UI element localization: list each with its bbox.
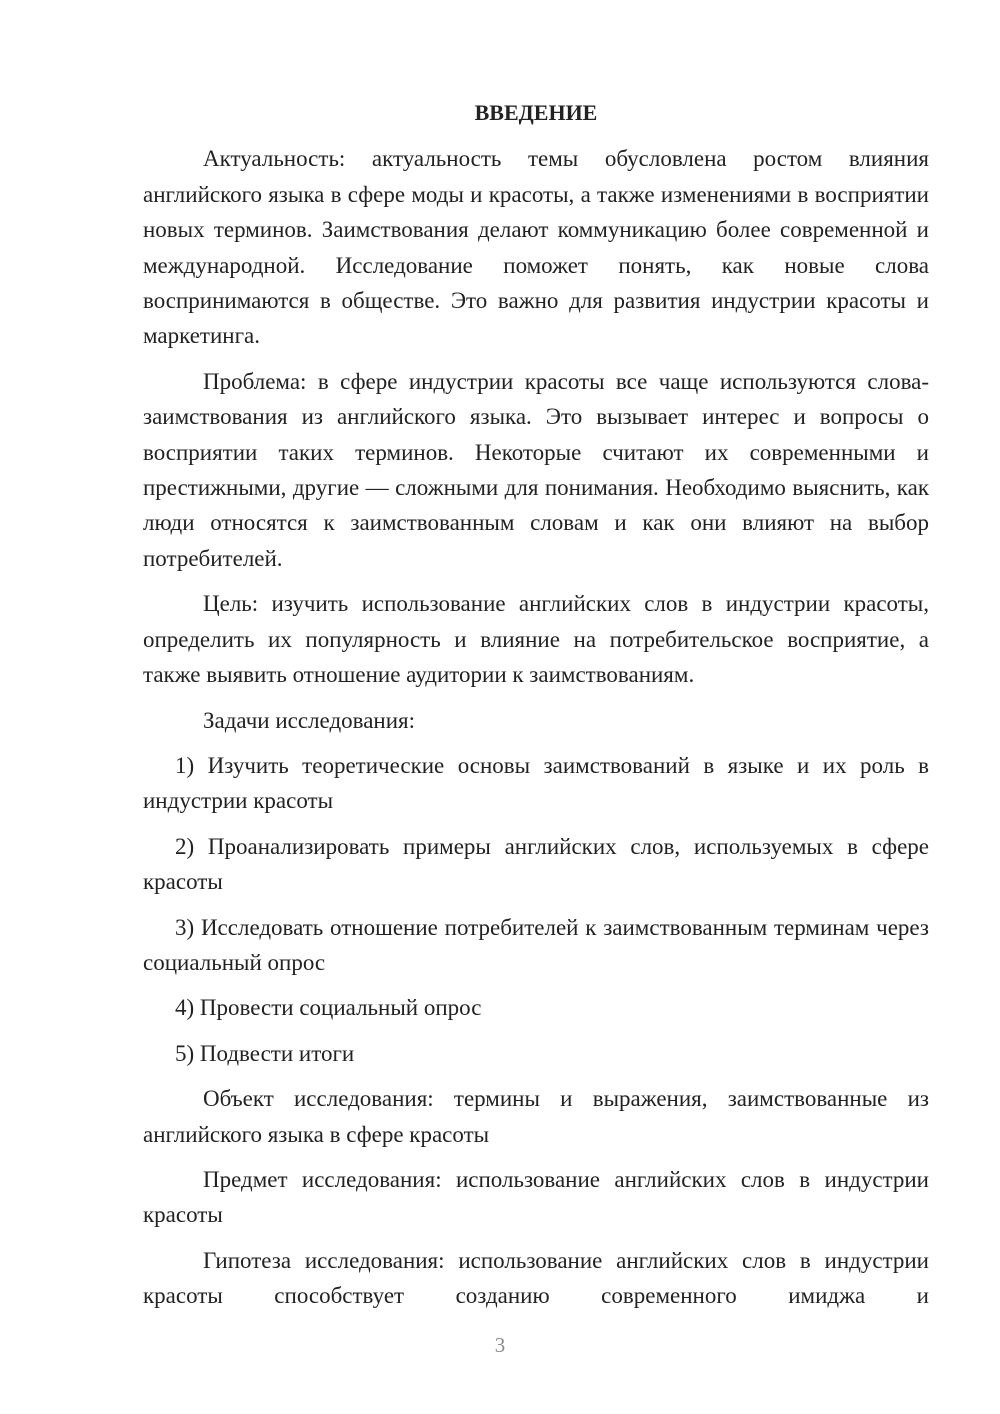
goal-paragraph: Цель: изучить использование английских слов в индустрии красоты, определить их популярность и влияние на потребительское восприятие, а также выявить отношение аудитории к заимствованиям. — [143, 591, 929, 688]
subject-paragraph: Предмет исследования: использование английских слов в индустрии красоты — [143, 1166, 929, 1228]
task-item-1: 1) Изучить теоретические основы заимствований в языке и их роль в индустрии красоты — [143, 752, 929, 814]
page-title: ВВЕДЕНИЕ — [474, 100, 598, 125]
task-item-4: 4) Провести социальный опрос — [175, 995, 482, 1021]
document-body — [143, 95, 929, 1324]
object-paragraph: Объект исследования: термины и выражения, заимствованные из английского языка в сфере красоты — [143, 1086, 929, 1147]
task-item-2: 2) Проанализировать примеры английских слов, используемых в сфере красоты — [143, 833, 929, 895]
task-item-5: 5) Подвести итоги — [175, 1040, 355, 1066]
tasks-heading: Задачи исследования: — [203, 707, 416, 733]
relevance-paragraph: Актуальность: актуальность темы обусловлена ростом влияния английского языка в сфере моды и красоты, а также изменениями в восприятии новых терминов. Заимствования делают коммуникацию более современной и международной. Исследование поможет понять, как новые слова воспринимаются в обществе. Это важно для развития индустрии красоты и маркетинга. — [143, 146, 929, 349]
task-item-3: 3) Исследовать отношение потребителей к заимствованным терминам через социальный опрос — [143, 914, 929, 975]
hypothesis-paragraph: Гипотеза исследования: использование английских слов в индустрии красоты способствует созданию современного имиджа и — [143, 1247, 929, 1309]
page-number: 3 — [494, 1333, 506, 1357]
problem-paragraph: Проблема: в сфере индустрии красоты все чаще используются слова-заимствования из английского языка. Это вызывает интерес и вопросы о восприятии таких терминов. Некоторые считают их современными и престижными, другие — сложными для понимания. Необходимо выяснить, как люди относятся к заимствованным словам и как они влияют на выбор потребителей. — [143, 368, 929, 571]
